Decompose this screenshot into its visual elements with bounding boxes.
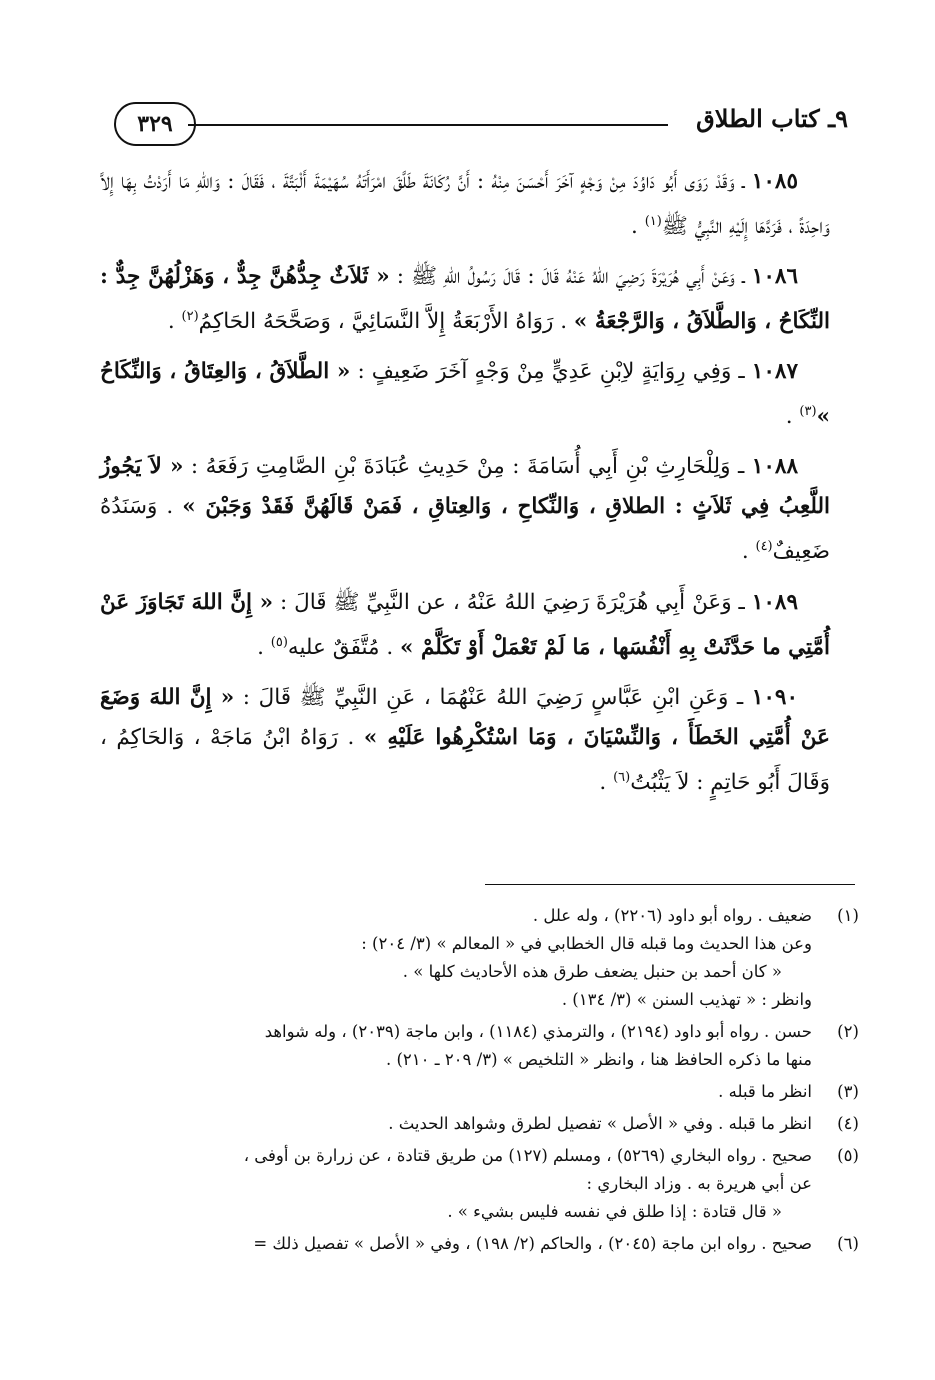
hadith-tail: . [167,309,182,335]
chapter-title: ٩ـ كتاب الطلاق [696,104,848,133]
footnote-4 [104,1110,870,1138]
footnote-line: ضعيف . رواه أبو داود (٢٢٠٦) ، وله علل . [532,906,812,925]
footnote-1 [104,902,870,1014]
hadith-quote: « الطَّلاَقُ ، وَالعِتَاقُ ، وَالنِّكَاحُ » [100,359,830,430]
hadith-after: . رَوَاهُ ابْنُ مَاجَهْ ، وَالحَاكِمُ ، وَقَالَ أَبُو حَاتِمٍ : لاَ يَثْبُتُ [100,724,830,795]
hadith-after: . مُتَّفَقٌ عليه [287,634,401,660]
hadith-after: . رَوَاهُ الأَرْبَعَةُ إِلاَّ النَّسَائِيَّ ، وَصَحَّحَهُ الحَاكِمُ [198,309,574,335]
hadith-1090 [100,678,830,803]
running-header [108,100,848,156]
footnote-line: وانظر : « تهذيب السنن » (٣/ ١٣٤) . [561,990,812,1009]
hadith-text: ـ وَقَدْ رَوَى أَبُو دَاوُدَ مِنْ وَجْهٍ آخَرَ أَحْسَنَ مِنْهُ : أَنَّ رُكَانَةَ طَلَّقَ امْرَأَتَهُ سُهَيْمَةَ أَلْبَتَّةَ ، فَقَالَ : وَاللهِ مَا أَرَدْتُ بِهَا إِلاَّ وَاحِدَةً ، فَرَدَّهَا إِلَيْهِ النَّبِيُّ ﷺ [100,169,830,240]
footnotes [104,902,870,1262]
footnote-number: (٦) [837,1234,859,1253]
footnote-number: (١) [837,906,859,925]
hadith-text: ـ وَلِلْحَارِثِ بْنِ أَبِي أُسَامَةَ : مِنْ حَدِيثِ عُبَادَةَ بْنِ الصَّامِتِ رَفَعَهُ : [183,454,752,480]
header-rule [188,124,668,126]
footnote-line: صحيح . رواه ابن ماجة (٢٠٤٥) ، والحاكم (٢/ ١٩٨) ، وفي « الأصل » تفصيل ذلك = [253,1234,812,1253]
hadith-quote: « لاَ يَجُوزُ اللَّعِبُ فِي ثَلاَثٍ : الطلاقِ ، وَالنِّكاحِ ، وَالعِتاقِ ، فَمَنْ قَالَهُنَّ فَقَدْ وَجَبْنَ » [100,454,831,520]
hadith-number: ١٠٨٨ [751,454,798,480]
hadith-1087 [100,352,830,437]
hadith-text: ـ وَعَنِ ابْنِ عَبَّاسٍ رَضِيَ اللهُ عَنْهُمَا ، عَنِ النَّبِيِّ ﷺ قَالَ : [234,684,752,710]
footnote-number: (٢) [837,1022,859,1041]
footnote-ref: (٣) [799,404,817,420]
footnote-divider [485,884,855,885]
footnote-ref: (٤) [755,539,773,555]
footnote-line: انظر ما قبله . [718,1082,812,1101]
hadith-text: ـ وَعَنْ أَبِي هُرَيْرَةَ رَضِيَ اللهُ عَنْهُ ، عن النَّبِيِّ ﷺ قَالَ : [273,589,752,615]
hadith-1085 [100,162,830,247]
hadith-number: ١٠٨٥ [751,169,798,194]
hadith-tail: . [599,769,614,795]
hadith-number: ١٠٩٠ [751,684,798,710]
footnote-2 [104,1018,870,1074]
hadith-number: ١٠٨٦ [751,264,798,290]
footnote-line: وعن هذا الحديث وما قبله قال الخطابي في « المعالم » (٣/ ٢٠٤) : [361,934,812,953]
hadith-1086 [100,257,830,342]
hadith-after: . وَسَنَدُهُ ضَعِيفٌ [100,494,830,565]
hadith-1089 [100,583,830,668]
hadith-number: ١٠٨٧ [751,359,798,385]
footnote-number: (٥) [837,1146,859,1165]
hadith-tail: . [785,404,800,430]
footnote-ref: (٢) [181,309,199,325]
footnote-ref: (١) [644,214,662,229]
footnote-line: عن أبي هريرة به . وزاد البخاري : [586,1174,812,1193]
hadith-quote: « إِنَّ اللهَ وَضَعَ عَنْ أُمَّتِي الخَطَأَ ، وَالنِّسْيَانَ ، وَمَا اسْتُكْرِهُوا عَلَيْهِ » [100,684,830,750]
hadith-text: ـ وَعَنْ أَبِي هُرَيْرَةَ رَضِيَ اللهُ عَنْهُ قَالَ : قَالَ رَسُولُ اللهِ ﷺ : [389,264,752,290]
footnote-number: (٣) [837,1082,859,1101]
footnote-line: صحيح . رواه البخاري (٥٢٦٩) ، ومسلم (١٢٧) من طريق قتادة ، عن زرارة بن أوفى ، [243,1146,812,1165]
hadith-1088 [100,447,830,572]
footnote-line: حسن . رواه أبو داود (٢١٩٤) ، والترمذي (١١٨٤) ، وابن ماجة (٢٠٣٩) ، وله شواهد [264,1022,812,1041]
footnote-line: منها ما ذكره الحافظ هنا ، وانظر « التلخيص » (٣/ ٢٠٩ ـ ٢١٠) . [385,1050,812,1069]
footnote-line: « كان أحمد بن حنبل يضعف طرق هذه الأحاديث كلها » . [402,962,782,981]
footnote-number: (٤) [837,1114,859,1133]
footnote-ref: (٦) [613,769,631,785]
footnote-ref: (٥) [270,634,288,650]
footnote-5 [104,1142,870,1226]
hadith-quote: « إِنَّ اللهَ تَجَاوَزَ عَنْ أُمَّتِي ما حَدَّثَتْ بِهِ أَنْفُسَها ، مَا لَمْ تَعْمَلْ أَوْ تَكَلَّمْ » [100,589,830,660]
footnote-line: « قال قتادة : إذا طلق في نفسه فليس بشيء » . [447,1202,782,1221]
hadith-quote: « ثَلاَثٌ جِدُّهُنَّ جِدٌّ ، وَهَزْلُهُنَّ جِدٌّ : النِّكَاحُ ، وَالطَّلاَقُ ، وَالرَّجْعَةُ » [100,264,830,335]
footnote-6 [104,1230,870,1258]
hadith-number: ١٠٨٩ [751,589,798,615]
page-number: ٣٢٩ [114,102,196,146]
hadith-tail: . [257,634,271,660]
footnote-3 [104,1078,870,1106]
hadith-text: ـ وَفِي رِوَايَةٍ لاِبْنِ عَدِيٍّ مِنْ وَجْهٍ آخَرَ ضَعِيفٍ : [350,359,752,385]
hadith-tail: . [741,539,756,565]
hadith-tail: . [631,214,645,240]
footnote-line: انظر ما قبله . وفي « الأصل » تفصيل لطرق وشواهد الحديث . [388,1114,812,1133]
main-text [100,162,830,813]
